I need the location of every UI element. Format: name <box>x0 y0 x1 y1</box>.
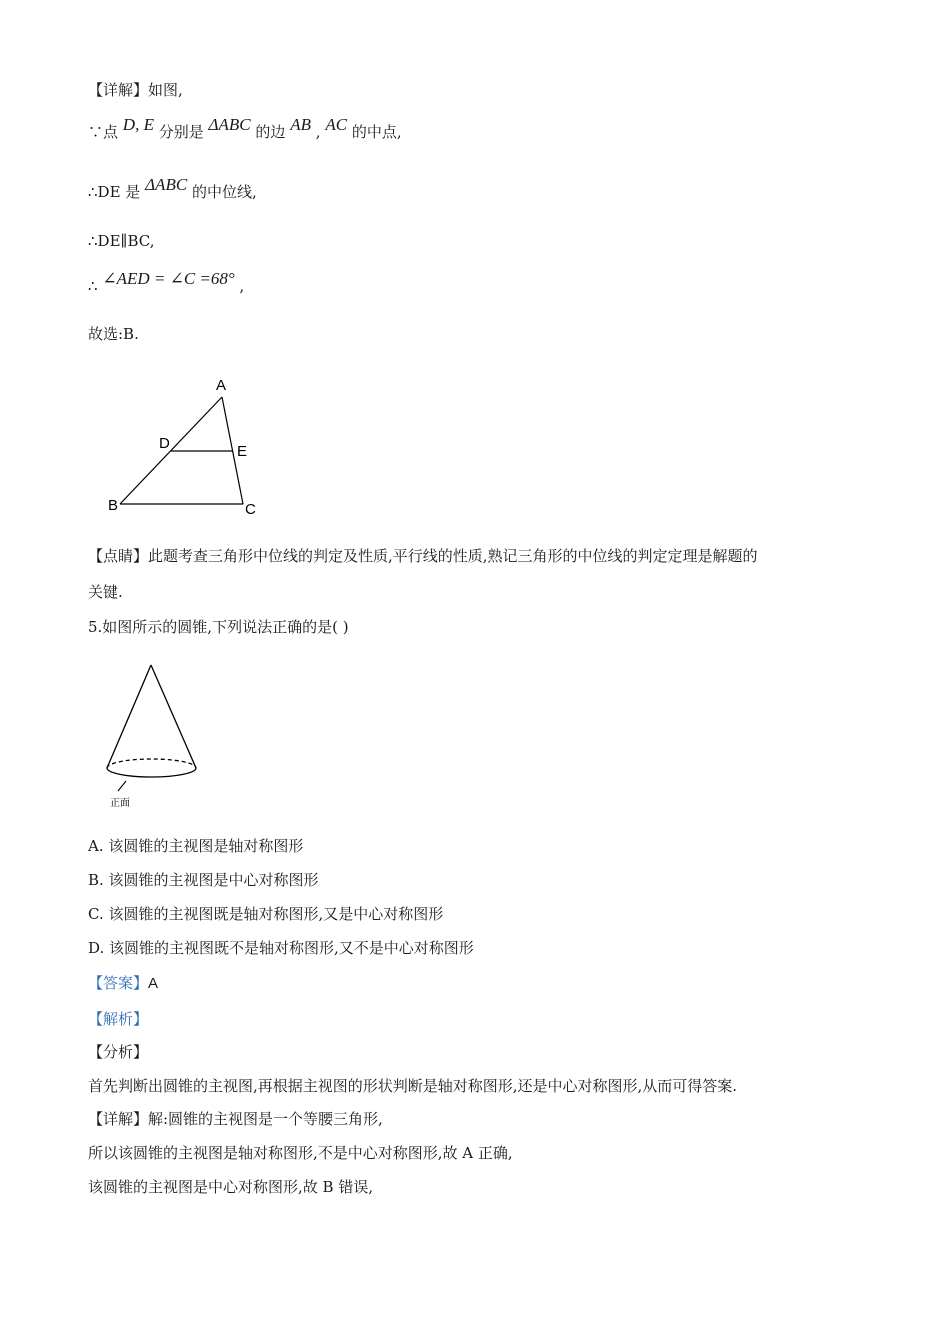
answer-line <box>88 973 158 994</box>
side-ac: AC <box>325 115 348 134</box>
text-midline: 的中位线, <box>191 183 257 201</box>
label-b: B <box>108 497 119 514</box>
choose-line: 故选:B. <box>88 325 139 343</box>
text-debian: 的边 <box>255 123 286 141</box>
label-c: C <box>245 501 256 518</box>
triangle-figure <box>100 370 280 520</box>
answer-label: 【答案】 <box>88 974 149 992</box>
option-a[interactable]: A. 该圆锥的主视图是轴对称图形 <box>88 837 304 855</box>
solution-line-2 <box>88 175 257 202</box>
text-fenbieshi: 分别是 <box>158 123 204 141</box>
cone-figure <box>100 660 210 815</box>
because-text: ∵点 <box>88 123 119 141</box>
side-ab: AB <box>290 115 311 134</box>
fenxi-text: 首先判断出圆锥的主视图,再根据主视图的形状判断是轴对称图形,还是中心对称图形,从而可得答案. <box>88 1077 738 1095</box>
cone-base-front <box>107 768 196 777</box>
front-arrow-line <box>118 781 126 791</box>
analysis-label: 【解析】 <box>88 1010 149 1028</box>
question-stem: 5.如图所示的圆锥,下列说法正确的是( ) <box>88 618 349 636</box>
analysis-line-2: 该圆锥的主视图是中心对称图形,故 B 错误, <box>88 1178 374 1196</box>
triangle-abc: ΔABC <box>208 115 251 134</box>
solution-line-4 <box>88 269 245 296</box>
label-d: D <box>159 435 170 452</box>
analysis-line-1: 所以该圆锥的主视图是轴对称图形,不是中心对称图形,故 A 正确, <box>88 1144 513 1162</box>
solution-line-3: ∴DE∥BC, <box>88 232 155 250</box>
point-note-line-2: 关键. <box>88 583 123 601</box>
points-de: D, E <box>122 115 154 134</box>
solution-line-1 <box>88 115 402 142</box>
option-d[interactable]: D. 该圆锥的主视图既不是轴对称图形,又不是中心对称图形 <box>88 939 474 957</box>
angle-equation: ∠AED = ∠C =68° <box>102 269 235 288</box>
cone-left-edge <box>107 665 151 768</box>
triangle-abc-2: ΔABC <box>145 175 188 194</box>
detail-line: 【详解】解:圆锥的主视图是一个等腰三角形, <box>88 1110 383 1128</box>
therefore-de: ∴DE 是 <box>88 183 141 201</box>
comma: , <box>315 123 321 141</box>
therefore-symbol: ∴ <box>88 277 98 295</box>
label-a: A <box>216 377 227 394</box>
detail-heading: 【详解】如图, <box>88 81 183 99</box>
option-b[interactable]: B. 该圆锥的主视图是中心对称图形 <box>88 871 319 889</box>
label-e: E <box>237 443 248 460</box>
cone-right-edge <box>151 665 196 768</box>
tail-comma: , <box>239 277 245 295</box>
cone-base-hidden <box>107 759 196 768</box>
answer-value: A <box>148 975 159 992</box>
option-c[interactable]: C. 该圆锥的主视图既是轴对称图形,又是中心对称图形 <box>88 905 444 923</box>
fenxi-label: 【分析】 <box>88 1043 149 1061</box>
cone-front-label: 正面 <box>110 798 130 809</box>
point-note-line-1: 【点睛】此题考查三角形中位线的判定及性质,平行线的性质,熟记三角形的中位线的判定定理是解题的 <box>88 547 758 565</box>
text-midpoint: 的中点, <box>351 123 402 141</box>
